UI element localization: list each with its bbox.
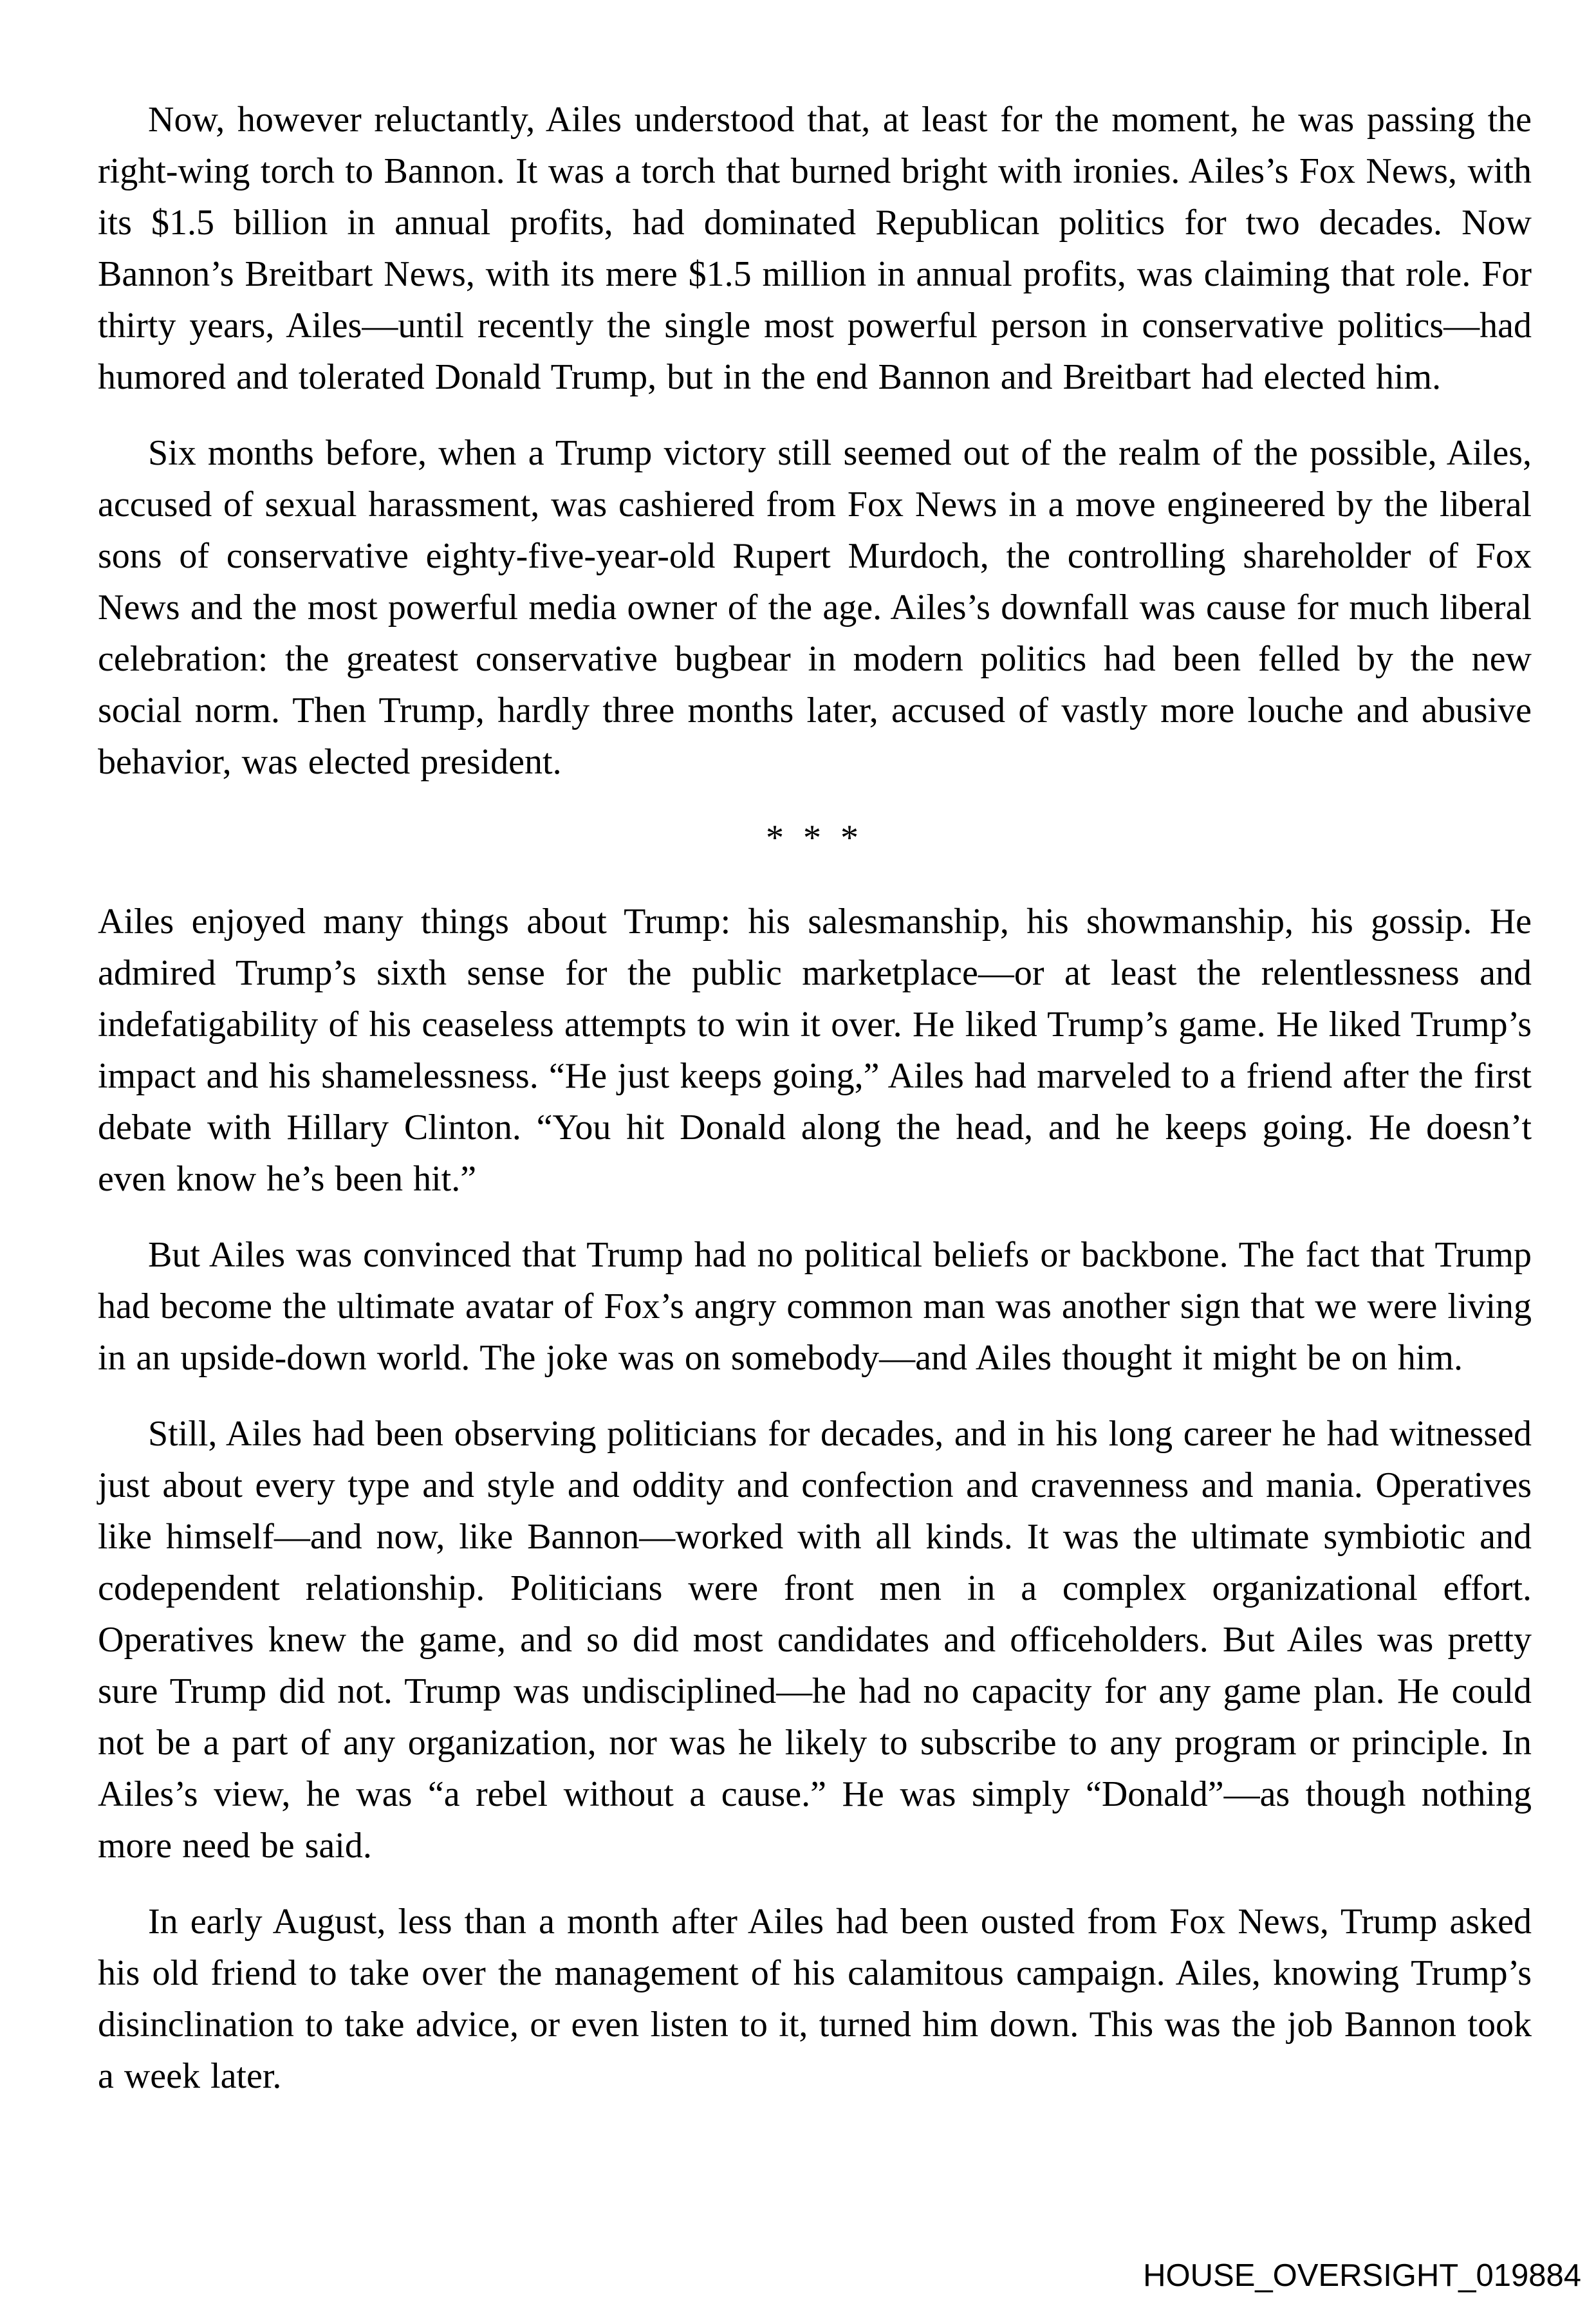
paragraph-1: Now, however reluctantly, Ailes understood that, at least for the moment, he was passing the right-wing torch to Bannon. It was a torch that burned bright with ironies. Ailes’s Fox News, with its $1.5 billion in annual profits, had dominated Republican politics for two decades. Now Bannon’s Breitbart News, with its mere $1.5 million in annual profits, was claiming that role. For thirty years, Ailes—until recently the single most powerful person in conservative politics—had humored and tolerated Donald Trump, but in the end Bannon and Breitbart had elected him. [98, 100, 1532, 397]
bates-number: HOUSE_OVERSIGHT_019884 [1143, 2258, 1581, 2293]
body-text [98, 94, 1532, 2126]
paragraph-2: Six months before, when a Trump victory still seemed out of the realm of the possible, Ailes, accused of sexual harassment, was cashiered from Fox News in a move engineered by the liberal sons of conservative eighty-five-year-old Rupert Murdoch, the controlling shareholder of Fox News and the most powerful media owner of the age. Ailes’s downfall was cause for much liberal celebration: the greatest conservative bugbear in modern politics had been felled by the new social norm. Then Trump, hardly three months later, accused of vastly more louche and abusive behavior, was elected president. [98, 433, 1532, 782]
paragraph-6: In early August, less than a month after Ailes had been ousted from Fox News, Trump asked his old friend to take over the management of his calamitous campaign. Ailes, knowing Trump’s disinclination to take advice, or even listen to it, turned him down. This was the job Bannon took a week later. [98, 1902, 1532, 2096]
section-break: * * * [766, 818, 864, 858]
paragraph-4: But Ailes was convinced that Trump had no political beliefs or backbone. The fact that Trump had become the ultimate avatar of Fox’s angry common man was another sign that we were living in an upside-down world. The joke was on somebody—and Ailes thought it might be on him. [98, 1235, 1532, 1378]
paragraph-3: Ailes enjoyed many things about Trump: his salesmanship, his showmanship, his gossip. He admired Trump’s sixth sense for the public marketplace—or at least the relentlessness and indefatigability of his ceaseless attempts to win it over. He liked Trump’s game. He liked Trump’s impact and his shamelessness. “He just keeps going,” Ailes had marveled to a friend after the first debate with Hillary Clinton. “You hit Donald along the head, and he keeps going. He doesn’t even know he’s been hit.” [98, 902, 1532, 1199]
paragraph-5: Still, Ailes had been observing politicians for decades, and in his long career he had witnessed just about every type and style and oddity and confection and cravenness and mania. Operatives like himself—and now, like Bannon—worked with all kinds. It was the ultimate symbiotic and codependent relationship. Politicians were front men in a complex organizational effort. Operatives knew the game, and so did most candidates and officeholders. But Ailes was pretty sure Trump did not. Trump was undisciplined—he had no capacity for any game plan. He could not be a part of any organization, nor was he likely to subscribe to any program or principle. In Ailes’s view, he was “a rebel without a cause.” He was simply “Donald”—as though nothing more need be said. [98, 1414, 1532, 1866]
